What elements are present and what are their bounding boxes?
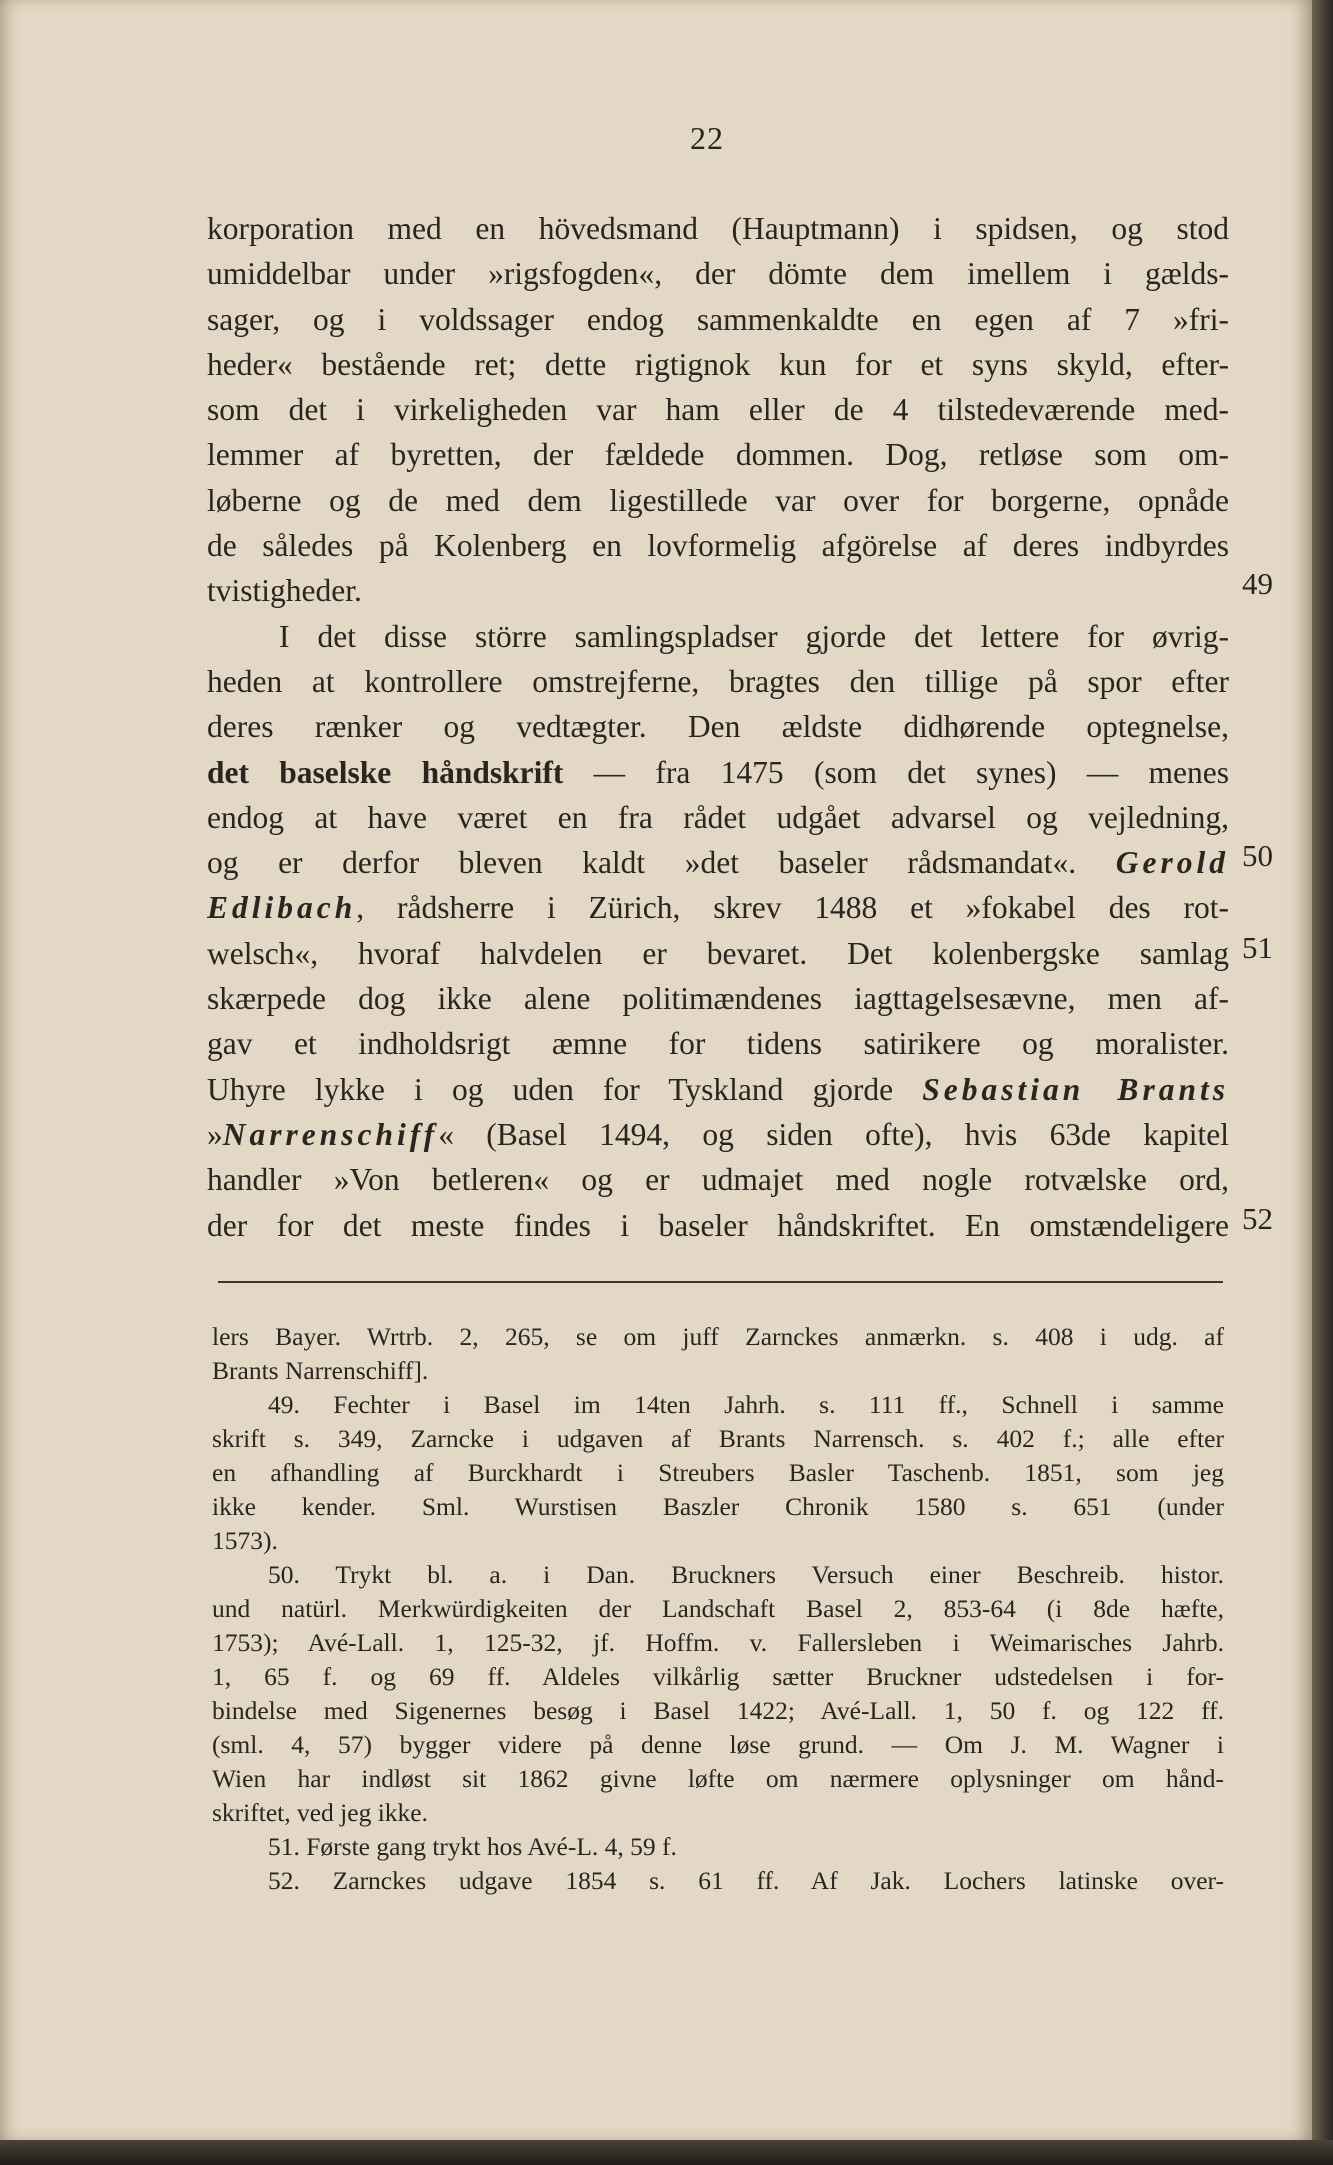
footnotes: [212, 1320, 1224, 1898]
text-run: »: [207, 1116, 223, 1152]
margin-note: 52: [1242, 1201, 1273, 1236]
text-line: [207, 840, 1229, 885]
footnote-line: (sml. 4, 57) bygger videre på denne løse grund. — Om J. M. Wagner i: [212, 1730, 1224, 1759]
text-line: [207, 885, 1229, 930]
text-line: skærpede dog ikke alene politimændenes iagttagelsesævne, men af-: [207, 981, 1229, 1017]
spaced-name: Sebastian Brants: [922, 1071, 1229, 1107]
text-line: tvistigheder.: [207, 573, 362, 609]
footnote-line: en afhandling af Burckhardt i Streubers Basler Taschenb. 1851, som jeg: [212, 1458, 1224, 1487]
footnote-line: skriftet, ved jeg ikke.: [212, 1798, 428, 1827]
footnote-line: lers Bayer. Wrtrb. 2, 265, se om juff Zarnckes anmærkn. s. 408 i udg. af: [212, 1322, 1224, 1351]
text-line: heden at kontrollere omstrejferne, bragtes den tillige på spor efter: [207, 663, 1229, 699]
text-run: og er derfor bleven kaldt »det baseler rådsmandat«.: [207, 845, 1116, 881]
text-line: heder« bestående ret; dette rigtignok kun for et syns skyld, efter-: [207, 346, 1229, 382]
footnote-line: 1, 65 f. og 69 ff. Aldeles vilkårlig sætter Bruckner udstedelsen i for-: [212, 1662, 1224, 1691]
text-line: endog at have været en fra rådet udgået advarsel og vejledning,: [207, 799, 1229, 835]
text-line: welsch«, hvoraf halvdelen er bevaret. Det kolenbergske samlag: [207, 935, 1229, 971]
text-run: , rådsherre i Zürich, skrev 1488 et »fokabel des rot-: [356, 890, 1229, 926]
margin-note: 51: [1242, 930, 1273, 965]
text-line: [207, 750, 1229, 795]
text-line: lemmer af byretten, der fældede dommen. Dog, retløse som om-: [207, 437, 1229, 473]
footnote-line: skrift s. 349, Zarncke i udgaven af Brants Narrensch. s. 402 f.; alle efter: [212, 1424, 1224, 1453]
margin-note: 50: [1242, 838, 1273, 873]
footnote-line: bindelse med Sigenernes besøg i Basel 1422; Avé-Lall. 1, 50 f. og 122 ff.: [212, 1696, 1224, 1725]
footnote-line: 1573).: [212, 1526, 278, 1555]
text-line: handler »Von betleren« og er udmajet med nogle rotvælske ord,: [207, 1162, 1229, 1198]
book-spine-edge: [1312, 0, 1333, 2165]
footnote-line: 49. Fechter i Basel im 14ten Jahrh. s. 111 ff., Schnell i samme: [268, 1390, 1224, 1419]
bold-title: det baselske håndskrift: [207, 754, 564, 790]
footnote-line: ikke kender. Sml. Wurstisen Baszler Chronik 1580 s. 651 (under: [212, 1492, 1224, 1521]
text-line: deres rænker og vedtægter. Den ældste didhørende optegnelse,: [207, 709, 1229, 745]
footnote-line: 51. Første gang trykt hos Avé-L. 4, 59 f.: [268, 1832, 677, 1861]
footnote-line: Wien har indløst sit 1862 givne løfte om nærmere oplysninger om hånd-: [212, 1764, 1224, 1793]
footnote-line: und natürl. Merkwürdigkeiten der Landschaft Basel 2, 853-64 (i 8de hæfte,: [212, 1594, 1224, 1623]
page-number: 22: [690, 120, 724, 156]
text-run: « (Basel 1494, og siden ofte), hvis 63de kapitel: [438, 1116, 1229, 1152]
text-line: I det disse större samlingspladser gjorde det lettere for øvrig-: [279, 618, 1229, 654]
spaced-name: Gerold: [1115, 845, 1229, 881]
spaced-name: Narrenschiff: [222, 1116, 439, 1152]
footnote-line: 50. Trykt bl. a. i Dan. Bruckners Versuch einer Beschreib. histor.: [268, 1560, 1224, 1589]
text-line: som det i virkeligheden var ham eller de 4 tilstedeværende med-: [207, 392, 1229, 428]
text-line: løberne og de med dem ligestillede var over for borgerne, opnåde: [207, 482, 1229, 518]
main-text: [207, 206, 1229, 1248]
margin-note: 49: [1242, 566, 1273, 601]
footnote-line: 52. Zarnckes udgave 1854 s. 61 ff. Af Jak. Lochers latinske over-: [268, 1866, 1224, 1895]
text-line: sager, og i voldssager endog sammenkaldte en egen af 7 »fri-: [207, 301, 1229, 337]
footnote-line: Brants Narrenschiff].: [212, 1356, 429, 1385]
text-line: de således på Kolenberg en lovformelig afgörelse af deres indbyrdes: [207, 528, 1229, 564]
text-line: [207, 1067, 1229, 1112]
text-line: [207, 1112, 1229, 1157]
text-line: der for det meste findes i baseler håndskriftet. En omstændeligere: [207, 1207, 1229, 1243]
text-line: korporation med en hövedsmand (Hauptmann) i spidsen, og stod: [207, 211, 1229, 246]
footnote-divider: [218, 1281, 1223, 1283]
spaced-name: Edlibach: [207, 890, 357, 926]
text-run: — fra 1475 (som det synes) — menes: [563, 754, 1229, 790]
text-line: gav et indholdsrigt æmne for tidens satirikere og moralister.: [207, 1026, 1229, 1062]
text-line: umiddelbar under »rigsfogden«, der dömte dem imellem i gælds-: [207, 256, 1229, 292]
text-run: Uhyre lykke i og uden for Tyskland gjorde: [207, 1071, 923, 1107]
page-bottom-edge: [0, 2140, 1333, 2165]
footnote-line: 1753); Avé-Lall. 1, 125-32, jf. Hoffm. v. Fallersleben i Weimarisches Jahrb.: [212, 1628, 1224, 1657]
